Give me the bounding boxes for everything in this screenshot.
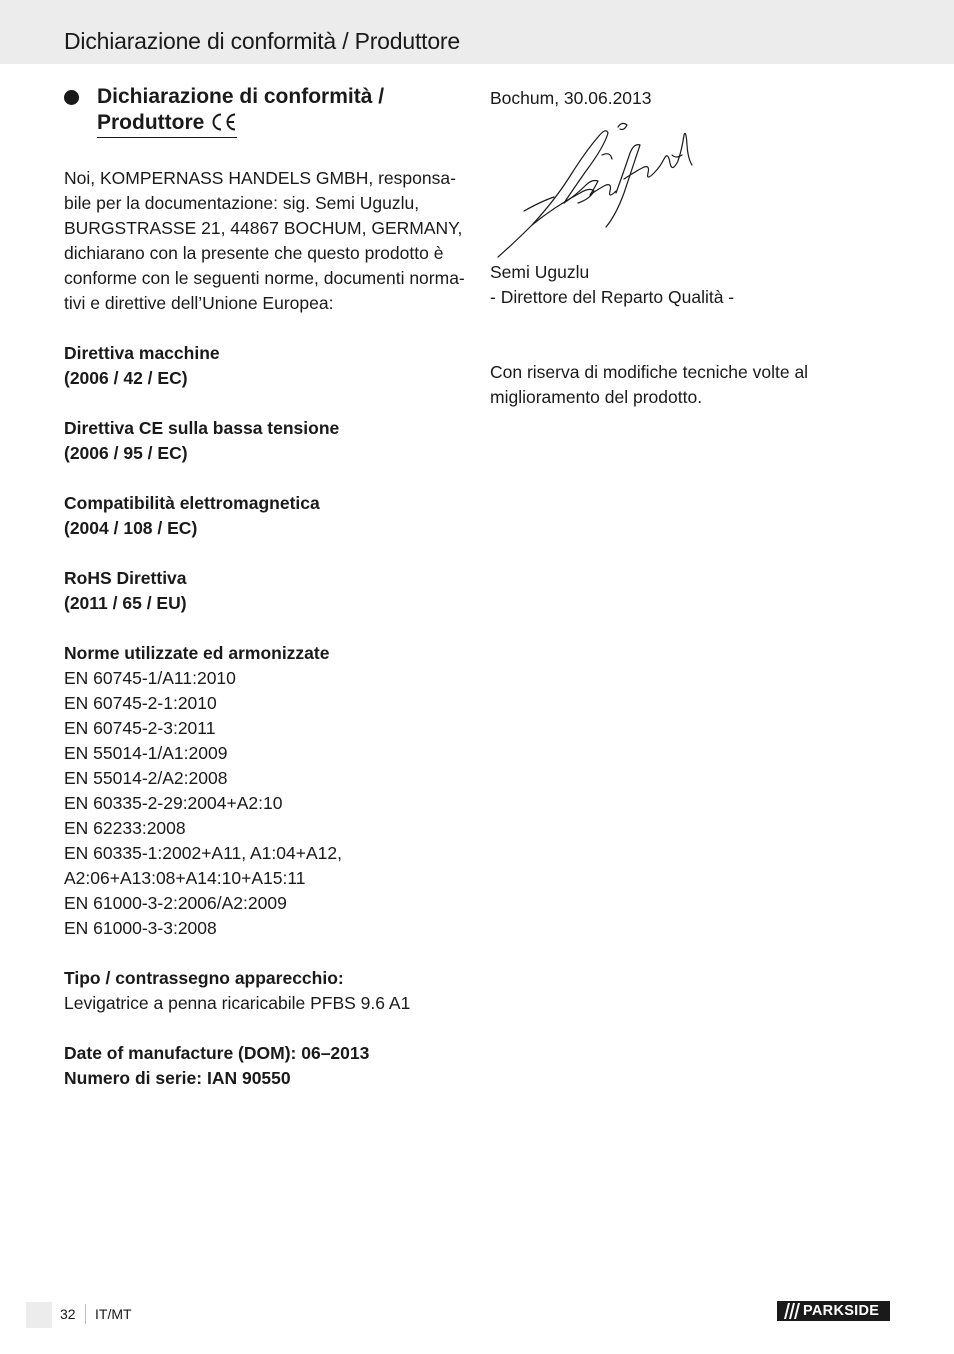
directive-code: (2011 / 65 / EU)	[64, 593, 187, 613]
date-of-manufacture: Date of manufacture (DOM): 06–2013	[64, 1043, 370, 1063]
norm-item: EN 60745-2-3:2011	[64, 718, 216, 738]
norm-item: A2:06+A13:08+A14:10+A15:11	[64, 868, 306, 888]
directive-low-voltage	[64, 416, 474, 466]
norm-item: EN 60745-1/A11:2010	[64, 668, 236, 688]
intro-line: tivi e direttive dell’Unione Europea:	[64, 293, 334, 313]
left-column	[64, 84, 474, 1091]
page-title: Dichiarazione di conformità / Produttore	[64, 28, 460, 54]
directive-code: (2004 / 108 / EC)	[64, 518, 198, 538]
directive-code: (2006 / 95 / EC)	[64, 443, 188, 463]
norm-item: EN 61000-3-2:2006/A2:2009	[64, 893, 287, 913]
norm-item: EN 60745-2-1:2010	[64, 693, 217, 713]
norm-item: EN 62233:2008	[64, 818, 186, 838]
footer-divider	[85, 1304, 86, 1324]
norm-item: EN 55014-2/A2:2008	[64, 768, 228, 788]
directive-name: RoHS Direttiva	[64, 568, 187, 588]
directive-name: Direttiva CE sulla bassa tensione	[64, 418, 340, 438]
place-date: Bochum, 30.06.2013	[490, 88, 652, 108]
page-number: 32	[60, 1306, 76, 1322]
device-type-value: Levigatrice a penna ricaricabile PFBS 9.6 A1	[64, 993, 411, 1013]
directive-rohs	[64, 566, 474, 616]
norms-heading: Norme utilizzate ed armonizzate	[64, 643, 330, 663]
directive-machinery	[64, 341, 474, 391]
signature-image	[494, 115, 694, 260]
language-code: IT/MT	[95, 1306, 132, 1322]
directive-emc	[64, 491, 474, 541]
directive-name: Compatibilità elettromagnetica	[64, 493, 320, 513]
heading-line-2: Produttore	[97, 111, 205, 134]
norm-item: EN 60335-1:2002+A11, A1:04+A12,	[64, 843, 342, 863]
intro-line: conforme con le seguenti norme, documenti norma-	[64, 268, 465, 288]
intro-line: Noi, KOMPERNASS HANDELS GMBH, responsa-	[64, 168, 456, 188]
bullet-icon	[64, 90, 79, 105]
right-column	[490, 86, 890, 410]
intro-line: dichiarano con la presente che questo prodotto è	[64, 243, 444, 263]
brand-name: PARKSIDE	[803, 1303, 880, 1319]
norm-item: EN 55014-1/A1:2009	[64, 743, 228, 763]
brand-logo	[777, 1301, 890, 1321]
heading-line-1: Dichiarazione di conformità /	[97, 85, 385, 108]
footer-page-box	[26, 1302, 52, 1328]
norms-section	[64, 641, 474, 941]
notice-line: miglioramento del prodotto.	[490, 387, 703, 407]
device-type-section	[64, 966, 474, 1016]
manufacture-info	[64, 1041, 474, 1091]
ce-mark-icon	[210, 112, 237, 132]
intro-line: BURGSTRASSE 21, 44867 BOCHUM, GERMANY,	[64, 218, 463, 238]
heading-line-2-wrap	[97, 110, 237, 138]
intro-paragraph	[64, 166, 474, 316]
signer-role: - Direttore del Reparto Qualità -	[490, 287, 735, 307]
intro-line: bile per la documentazione: sig. Semi Uguzlu,	[64, 193, 420, 213]
directive-name: Direttiva macchine	[64, 343, 220, 363]
signer-name: Semi Uguzlu	[490, 262, 590, 282]
norm-item: EN 60335-2-29:2004+A2:10	[64, 793, 283, 813]
notice-line: Con riserva di modifiche tecniche volte al	[490, 362, 809, 382]
section-heading	[64, 84, 474, 138]
serial-number: Numero di serie: IAN 90550	[64, 1068, 291, 1088]
brand-stripes-icon	[781, 1301, 801, 1321]
device-type-heading: Tipo / contrassegno apparecchio:	[64, 968, 344, 988]
norm-item: EN 61000-3-3:2008	[64, 918, 217, 938]
directive-code: (2006 / 42 / EC)	[64, 368, 188, 388]
